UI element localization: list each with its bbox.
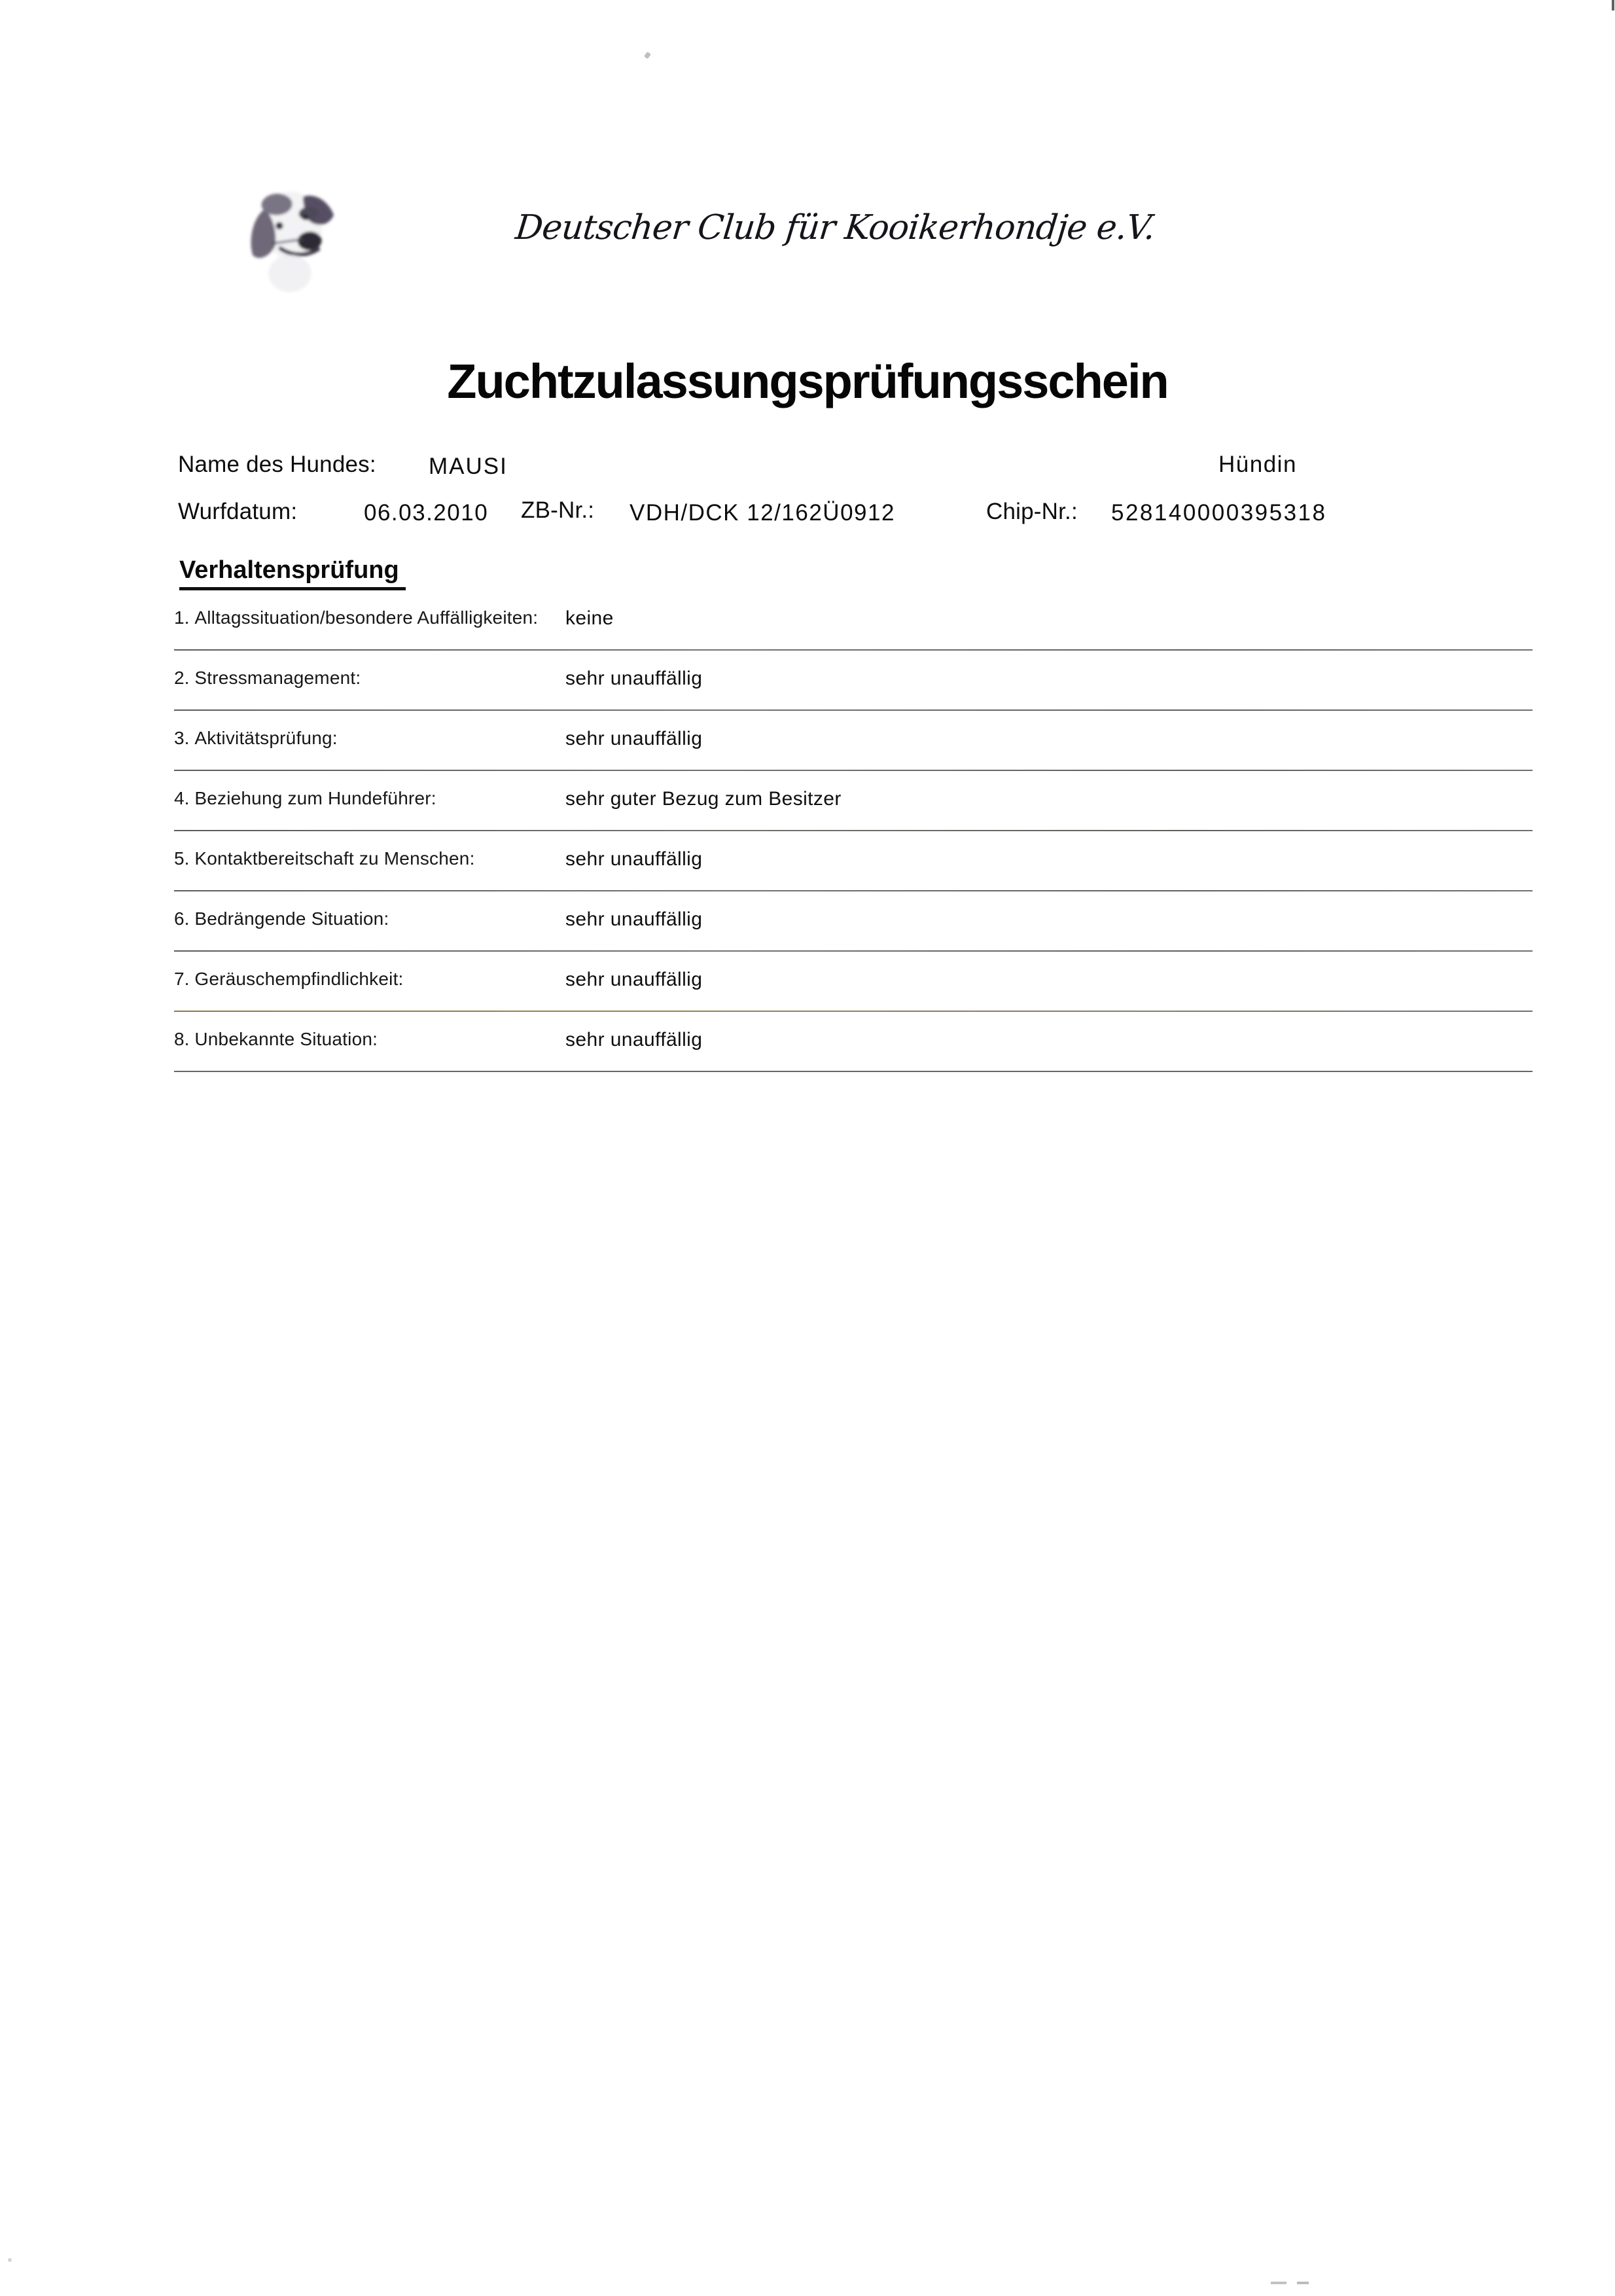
behaviour-test-list — [174, 607, 1533, 1089]
item-number: 1. — [174, 607, 190, 628]
birth-date-value: 06.03.2010 — [364, 500, 489, 526]
section-heading-verhaltenspruefung: Verhaltensprüfung — [179, 556, 406, 590]
row-divider-line — [174, 830, 1533, 831]
dog-name-value: MAUSI — [429, 454, 508, 479]
scan-edge-mark — [1612, 0, 1614, 10]
item-value: sehr unauffällig — [565, 728, 703, 749]
scan-speck — [644, 52, 651, 59]
item-label: Geräuschempfindlichkeit: — [194, 969, 404, 989]
kooikerhondje-dog-head-icon — [241, 173, 348, 293]
item-label: Kontaktbereitschaft zu Menschen: — [194, 848, 475, 869]
row-divider-line — [174, 770, 1533, 771]
item-label: Bedrängende Situation: — [194, 908, 389, 929]
row-divider-line — [174, 890, 1533, 891]
item-number: 2. — [174, 668, 190, 688]
behaviour-test-row — [174, 788, 1533, 848]
behaviour-test-row — [174, 969, 1533, 1029]
item-value: sehr unauffällig — [565, 908, 703, 930]
zb-number-label: ZB-Nr.: — [521, 497, 595, 523]
club-logo-dog-photo — [241, 173, 348, 293]
item-number: 6. — [174, 908, 190, 929]
club-name: Deutscher Club für Kooikerhondje e.V. — [513, 208, 1157, 247]
item-value: sehr guter Bezug zum Besitzer — [565, 788, 842, 810]
item-number: 7. — [174, 969, 190, 989]
behaviour-test-row — [174, 908, 1533, 969]
item-label: Unbekannte Situation: — [194, 1029, 378, 1049]
behaviour-test-row — [174, 848, 1533, 908]
behaviour-test-row — [174, 668, 1533, 728]
item-number: 4. — [174, 788, 190, 808]
scan-dash-mark — [1271, 2282, 1287, 2284]
item-value: keine — [565, 607, 614, 629]
dog-name-label: Name des Hundes: — [178, 452, 376, 477]
item-label: Aktivitätsprüfung: — [194, 728, 338, 748]
item-number: 8. — [174, 1029, 190, 1049]
chip-number-label: Chip-Nr.: — [986, 499, 1078, 524]
item-value: sehr unauffällig — [565, 848, 703, 870]
item-value: sehr unauffällig — [565, 1029, 703, 1050]
item-number: 3. — [174, 728, 190, 748]
row-divider-line — [174, 649, 1533, 651]
dog-sex-value: Hündin — [1218, 452, 1297, 477]
scan-speck — [8, 2258, 12, 2262]
row-divider-line — [174, 1011, 1533, 1012]
item-label: Beziehung zum Hundeführer: — [194, 788, 436, 808]
row-divider-line — [174, 950, 1533, 952]
behaviour-test-row — [174, 607, 1533, 668]
document-title: Zuchtzulassungsprüfungsschein — [447, 354, 1168, 408]
item-label: Stressmanagement: — [194, 668, 361, 688]
birth-date-label: Wurfdatum: — [178, 499, 298, 524]
item-number: 5. — [174, 848, 190, 869]
scan-dash-mark — [1297, 2282, 1309, 2284]
item-label: Alltagssituation/besondere Auffälligkeiten: — [194, 607, 539, 628]
item-value: sehr unauffällig — [565, 969, 703, 990]
item-value: sehr unauffällig — [565, 668, 703, 689]
chip-number-value: 528140000395318 — [1111, 500, 1327, 526]
behaviour-test-row — [174, 728, 1533, 788]
row-divider-line — [174, 709, 1533, 711]
zb-number-value: VDH/DCK 12/162Ü0912 — [630, 500, 895, 526]
behaviour-test-row — [174, 1029, 1533, 1089]
row-divider-line — [174, 1071, 1533, 1072]
